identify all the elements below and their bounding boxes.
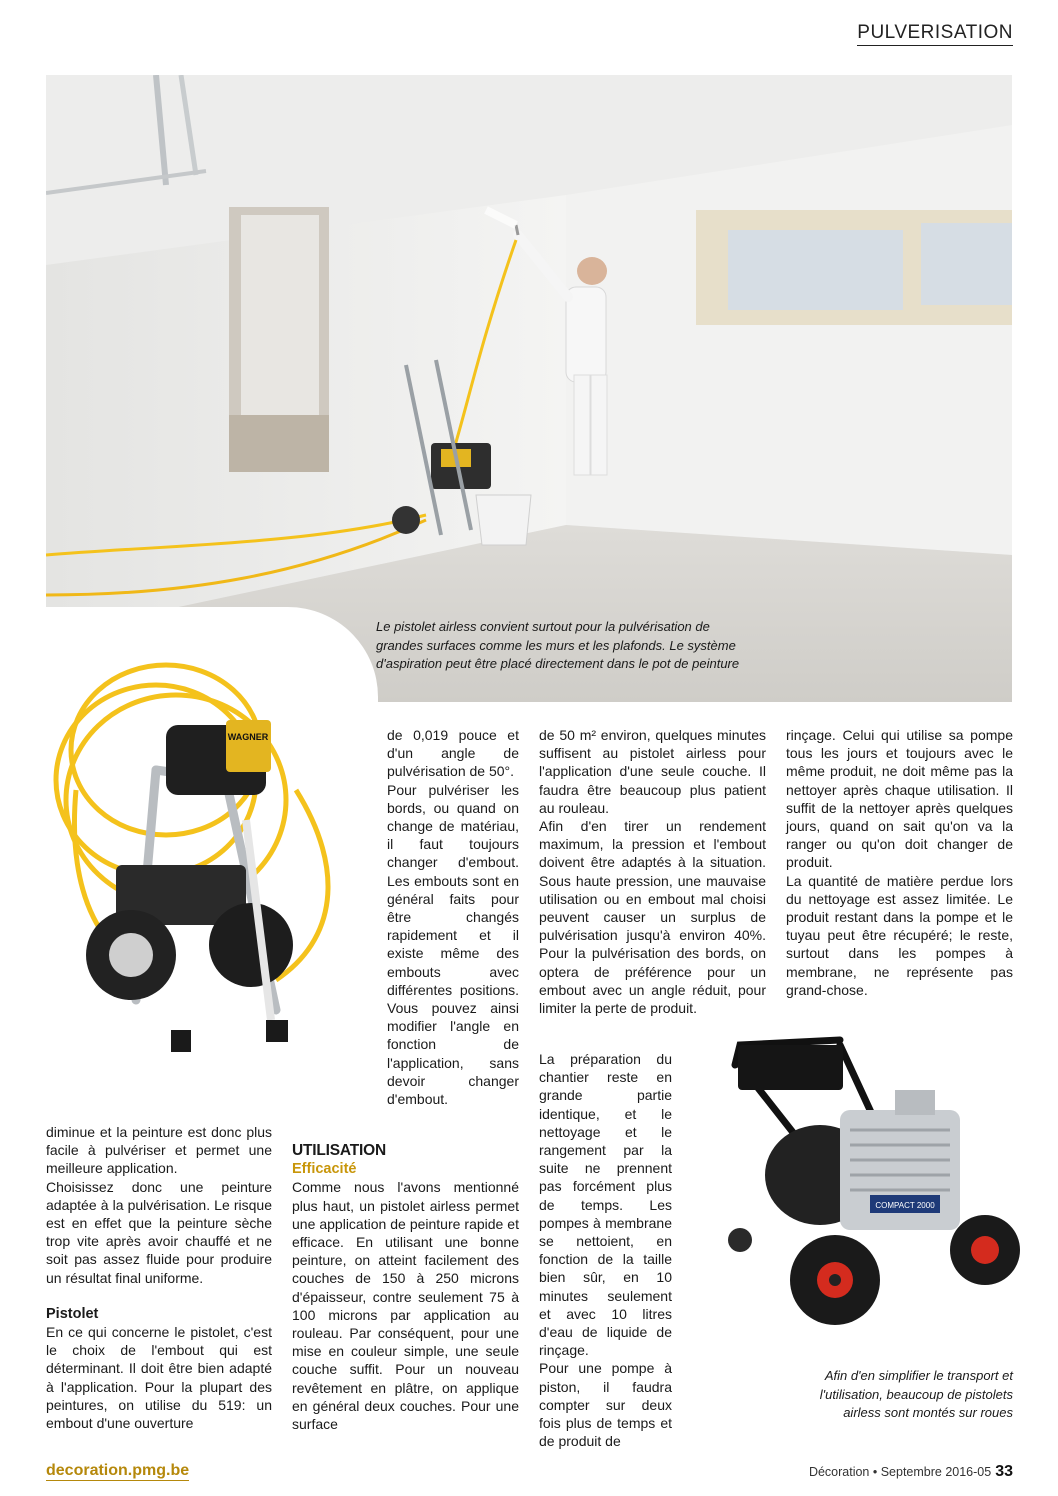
middle-paragraph-3: Comme nous l'avons mentionné plus haut, un pistolet airless permet une application de peinture rapide et efficace. En utilisant une bonne peinture, on atteint facilement des couches de 150 à 250 microns d'épaisseur, contre seulement 75 à 100 microns par application au rouleau. Par conséquent, pour une mise en couleur simple, une seule couche suffit. Pour un nouveau revêtement en plâtre, on applique en général deux couches. Pour une surface: [292, 1179, 519, 1433]
right-paragraph-1: de 50 m² environ, quelques minutes suffisent au pistolet airless pour l'application d'une seule couche. Il faudra être beaucoup plus patient au rouleau.: [539, 727, 766, 816]
column-far-right: [786, 726, 1013, 999]
right-paragraph-2: Afin d'en tirer un rendement maximum, la pression et l'embout doivent être adaptés à la situation. Sous haute pression, une mauvaise utilisation ou en embout mal choisi peuvent causer un surplus de pulvérisation jusqu'à environ 40%. Pour la pulvérisation des bords, on optera de préférence pour un embout avec un angle réduit, pour limiter la perte de produit.: [539, 818, 766, 1017]
middle-paragraph-2: Pour pulvériser les bords, ou quand on change de matériau, il faut toujours changer d'embout. Les embouts sont en général faits pour être changés rapidement et il existe même des embouts avec différentes positions. Vous pouvez ainsi modifier l'angle en fonction de l'application, sans devoir changer d'embout.: [387, 781, 519, 1108]
right-paragraph-4: Pour une pompe à piston, il faudra compter sur deux fois plus de temps et de produit de: [539, 1360, 672, 1450]
product-image-wagner: [46, 640, 366, 1060]
left-paragraph-3: En ce qui concerne le pistolet, c'est le choix de l'embout qui est déterminant. Il doit être bien adapté à l'application. Pour la plupart des peintures, on utilise du 519: un embout d'une ouverture: [46, 1324, 272, 1432]
page-number: 33: [995, 1463, 1013, 1480]
pump-caption: Afin d'en simplifier le transport et l'utilisation, beaucoup de pistolets airless sont montés sur roues: [819, 1368, 1013, 1420]
heading-utilisation: UTILISATION: [292, 1142, 386, 1159]
left-paragraph-2: Choisissez donc une peinture adaptée à la pulvérisation. Le risque est en effet que la peinture sèche trop vite après avoir chauffé et ne soit pas assez fluide pour produire un résultat final uniforme.: [46, 1178, 272, 1286]
wagner-brand-text: WAGNER: [227, 732, 269, 742]
subheading-efficacite: Efficacité: [292, 1161, 357, 1178]
hero-caption: Le pistolet airless convient surtout pour la pulvérisation de grandes surfaces comme les murs et les plafonds. Le système d'aspiration peut être placé directement dans le pot de peinture: [376, 619, 740, 671]
column-middle-bottom: [292, 1142, 519, 1433]
column-right-top: [539, 726, 766, 1017]
column-left: [46, 1123, 272, 1432]
left-paragraph-1: diminue et la peinture est donc plus facile à pulvériser et permet une meilleure application.: [46, 1124, 272, 1177]
footer-issue: [809, 1463, 1013, 1481]
far-right-paragraph-1: rinçage. Celui qui utilise sa pompe tous les jours et toujours avec le même produit, ne doit même pas la nettoyer après chaque utilisation. Il suffit de la nettoyer après quelques jours, quand on sait qu'on va la ranger ou qu'on doit changer de produit.: [786, 727, 1013, 871]
column-middle-top: [387, 726, 519, 1108]
footer-issue-text: Décoration • Septembre 2016-05: [808, 1465, 992, 1479]
heading-pistolet: Pistolet: [46, 1305, 99, 1322]
wagner-label: [226, 720, 271, 772]
section-title: PULVERISATION: [857, 22, 1013, 46]
product-image-compact-pump: [700, 1005, 1020, 1345]
pump-model-label: COMPACT 2000: [875, 1201, 935, 1210]
column-right-bottom: [539, 1050, 672, 1450]
footer-site-link[interactable]: decoration.pmg.be: [46, 1462, 190, 1479]
far-right-paragraph-2: La quantité de matière perdue lors du nettoyage est assez limitée. Le produit restant dans la pompe et le tuyau peut être récupéré; le reste, surtout dans les pompes à membrane, ne représente pas grand-chose.: [786, 872, 1013, 998]
right-paragraph-3: La préparation du chantier reste en grande partie identique, et le nettoyage et le rangement par la suite ne prennent pas forcément plus de temps. Les pompes à membrane se nettoient, en fonction de la taille bien sûr, en 10 minutes seulement et avec 10 litres d'eau de liquide de rinçage.: [539, 1051, 672, 1359]
middle-paragraph-1: de 0,019 pouce et d'un angle de pulvérisation de 50°.: [387, 727, 519, 780]
